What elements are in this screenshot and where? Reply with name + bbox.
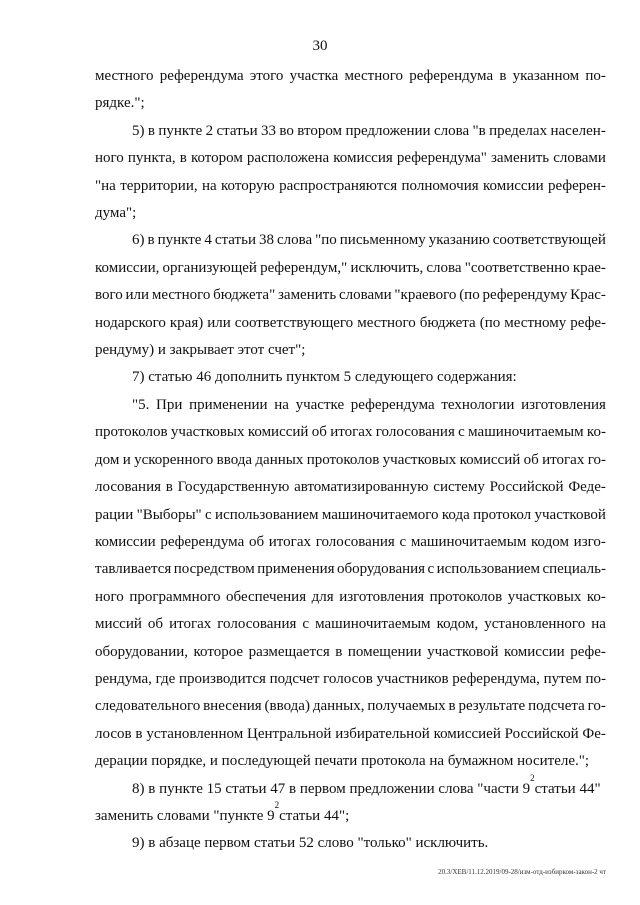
text-line: местного референдума этого участка местного референдума в указанном по- xyxy=(95,68,606,84)
text-line: комиссии, организующей референдум," исключить, слова "соответственно крае- xyxy=(95,259,606,276)
text-line xyxy=(95,772,606,803)
text-line: 6) в пункте 4 статьи 38 слова "по письменному указанию соответствующей xyxy=(132,232,606,249)
text-line: 5) в пункте 2 статьи 33 во втором предложении слова "в пределах населен- xyxy=(132,122,606,139)
text-line: нодарского края) или соответствующего местного бюджета (по местному рефе- xyxy=(95,314,606,331)
text-line: комиссии референдума об итогах голосования с машиночитаемым кодом изго- xyxy=(95,533,606,550)
text-line: 7) статью 46 дополнить пунктом 5 следующего содержания: xyxy=(132,369,517,386)
text-line: ного программного обеспечения для изготовления протоколов участковых ко- xyxy=(95,588,606,605)
text-line: протоколов участковых комиссий об итогах голосования с машиночитаемым ко- xyxy=(95,424,606,441)
text-line: дерации порядке, и последующей печати протокола на бумажном носителе."; xyxy=(95,753,590,770)
text-line: рендума, где производится подсчет голосов участников референдума, путем по- xyxy=(95,670,606,687)
text-line: ного пункта, в котором расположена комиссия референдума" заменить словами xyxy=(95,150,606,167)
document-footer-code: 20.3/ХЕВ/11.12.2019/09-28/изм-отд-избирком-закон-2 чт xyxy=(438,868,606,876)
text-run: 8) в пункте 15 статьи 47 в первом предложении слова "части $9^2статьи$ 44" xyxy=(132,772,601,797)
text-line: "на территории, на которую распространяются полномочия комиссии референ- xyxy=(95,177,606,194)
page-number: 30 xyxy=(312,38,328,54)
text-line: рендуму) и закрывает этот счет"; xyxy=(95,342,306,359)
text-line: оборудовании, которое размещается в помещении участковой комиссии рефе- xyxy=(95,643,606,660)
text-line: рядке."; xyxy=(95,95,145,112)
text-line: вого или местного бюджета" заменить словами "краевого (по референдуму Крас- xyxy=(95,287,606,304)
text-line xyxy=(95,799,606,830)
text-line: тавливается посредством применения оборудования с использованием специаль- xyxy=(95,561,606,578)
text-line: "5. При применении на участке референдума технологии изготовления xyxy=(132,396,606,413)
text-line: лосов в установленном Центральной избирательной комиссией Российской Фе- xyxy=(95,725,606,742)
text-line: 9) в абзаце первом статьи 52 слово "только" исключить. xyxy=(132,835,489,852)
text-run: заменить словами "пункте $9^2статьи$ 44"; xyxy=(95,799,350,824)
document-body xyxy=(95,63,606,858)
text-line: дом и ускоренного ввода данных протоколов участковых комиссий об итогах го- xyxy=(95,451,606,468)
text-line: лосования в Государственную автоматизированную систему Российской Феде- xyxy=(95,479,606,496)
text-line: миссий об итогах голосования с машиночитаемым кодом, установленного на xyxy=(95,616,606,633)
text-line: следовательного внесения (ввода) данных, получаемых в результате подсчета го- xyxy=(95,698,606,715)
text-line: дума"; xyxy=(95,205,137,222)
text-line: рации "Выборы" с использованием машиночитаемого кода протокол участковой xyxy=(95,506,606,523)
